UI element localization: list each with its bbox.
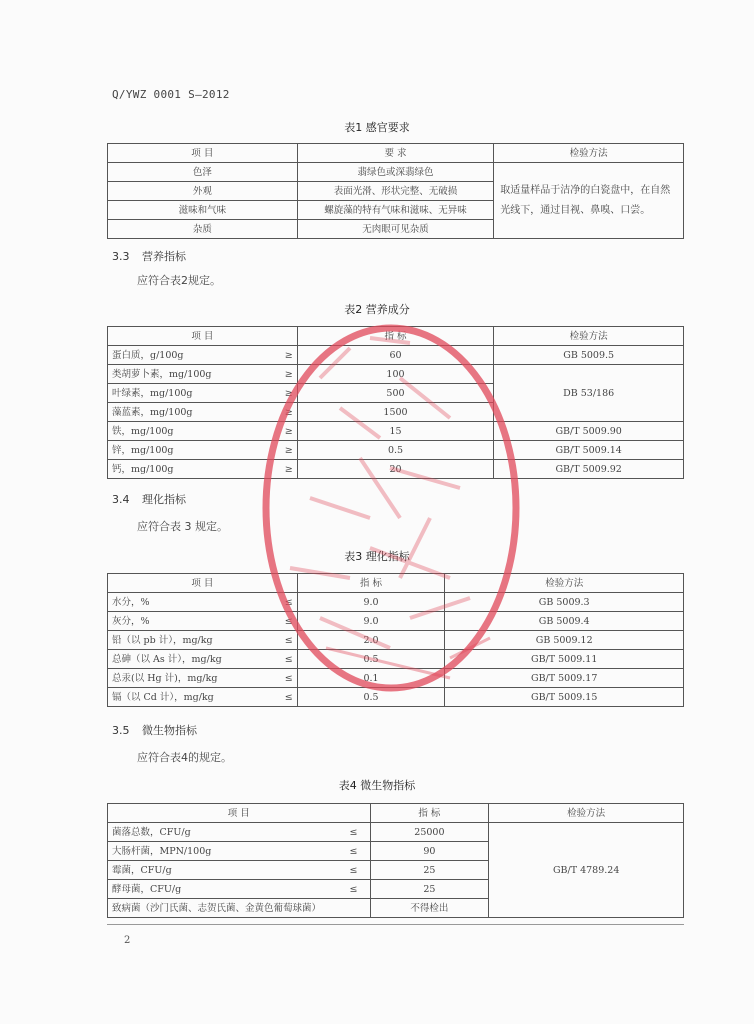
- method-cell: GB/T 5009.92: [494, 460, 684, 479]
- table2-caption: 表2 营养成分: [344, 303, 410, 316]
- method-cell: GB/T 4789.24: [489, 823, 684, 918]
- operator: ≥: [284, 349, 293, 361]
- table-row: [108, 365, 684, 384]
- item-label: 酵母菌，CFU/g: [112, 883, 182, 895]
- method-cell: GB 5009.5: [494, 346, 684, 365]
- requirement-cell: 螺旋藻的特有气味和滋味、无异味: [297, 201, 494, 220]
- table-header-cell: 项 目: [108, 144, 298, 163]
- item-label: 大肠杆菌，MPN/100g: [112, 845, 212, 857]
- table-header-cell: 项 目: [108, 327, 298, 346]
- method-cell: GB 5009.12: [445, 631, 684, 650]
- table-header-cell: 指 标: [297, 574, 445, 593]
- table-row: [108, 460, 684, 479]
- item-cell: [108, 593, 298, 612]
- operator: ≥: [284, 406, 293, 418]
- table-row: [108, 688, 684, 707]
- operator: ≤: [284, 653, 293, 665]
- section-title: 微生物指标: [142, 724, 197, 737]
- item-cell: [108, 861, 371, 880]
- value-cell: 0.5: [297, 650, 445, 669]
- table-header-cell: 检验方法: [445, 574, 684, 593]
- value-cell: 15: [297, 422, 494, 441]
- item-label: 霉菌，CFU/g: [112, 864, 172, 876]
- section-3-4-text: 应符合表 3 规定。: [137, 520, 228, 533]
- section-title: 理化指标: [142, 493, 186, 506]
- item-cell: 滋味和气味: [108, 201, 298, 220]
- item-label: 灰分，%: [112, 615, 150, 627]
- method-cell: GB 5009.4: [445, 612, 684, 631]
- table3-physicochemical: [107, 573, 684, 707]
- table-row: [108, 422, 684, 441]
- value-cell: 500: [297, 384, 494, 403]
- value-cell: 20: [297, 460, 494, 479]
- item-label: 叶绿素，mg/100g: [112, 387, 193, 399]
- operator: ≥: [284, 387, 293, 399]
- operator: ≥: [284, 444, 293, 456]
- section-3-3-title: [112, 248, 186, 264]
- value-cell: 9.0: [297, 593, 445, 612]
- operator: ≥: [284, 425, 293, 437]
- operator: ≥: [284, 368, 293, 380]
- value-cell: 0.5: [297, 441, 494, 460]
- item-cell: [108, 612, 298, 631]
- table-header-row: [108, 574, 684, 593]
- section-number: 3.4: [112, 493, 130, 506]
- item-cell: [108, 842, 371, 861]
- item-cell: [108, 441, 298, 460]
- operator: ≤: [284, 691, 293, 703]
- item-label: 致病菌（沙门氏菌、志贺氏菌、金黄色葡萄球菌）: [112, 902, 322, 914]
- table-header-cell: 检验方法: [494, 327, 684, 346]
- item-cell: [108, 365, 298, 384]
- operator: ≤: [284, 615, 293, 627]
- value-cell: 25: [370, 861, 489, 880]
- value-cell: 25: [370, 880, 489, 899]
- value-cell: 9.0: [297, 612, 445, 631]
- method-cell: GB/T 5009.15: [445, 688, 684, 707]
- operator: ≤: [284, 634, 293, 646]
- item-cell: [108, 384, 298, 403]
- item-label: 铅（以 pb 计），mg/kg: [112, 634, 213, 646]
- standard-code: Q/YWZ 0001 S—2012: [112, 88, 230, 101]
- item-label: 总砷（以 As 计），mg/kg: [112, 653, 222, 665]
- item-label: 类胡萝卜素，mg/100g: [112, 368, 212, 380]
- section-number: 3.3: [112, 250, 130, 263]
- table-row: [108, 163, 684, 182]
- table3-caption: 表3 理化指标: [344, 550, 410, 563]
- method-cell: 取适量样品于洁净的白瓷盘中，在自然光线下，通过目视、鼻嗅、口尝。: [494, 163, 684, 239]
- item-cell: [108, 688, 298, 707]
- item-label: 菌落总数，CFU/g: [112, 826, 191, 838]
- section-title: 营养指标: [142, 250, 186, 263]
- value-cell: 25000: [370, 823, 489, 842]
- item-label: 总汞(以 Hg 计)，mg/kg: [112, 672, 218, 684]
- item-label: 铁，mg/100g: [112, 425, 174, 437]
- item-label: 钙，mg/100g: [112, 463, 174, 475]
- requirement-cell: 表面光滑、形状完整、无破损: [297, 182, 494, 201]
- section-3-4-title: [112, 491, 186, 507]
- value-cell: 不得检出: [370, 899, 489, 918]
- item-label: 锌，mg/100g: [112, 444, 174, 456]
- table-row: [108, 823, 684, 842]
- operator: ≤: [284, 596, 293, 608]
- table-header-cell: 检验方法: [489, 804, 684, 823]
- table-header-cell: 检验方法: [494, 144, 684, 163]
- section-number: 3.5: [112, 724, 130, 737]
- item-cell: [108, 880, 371, 899]
- table-row: [108, 593, 684, 612]
- operator: ≤: [349, 826, 358, 838]
- method-cell: GB/T 5009.14: [494, 441, 684, 460]
- value-cell: 100: [297, 365, 494, 384]
- table-header-cell: 要 求: [297, 144, 494, 163]
- operator: ≤: [349, 883, 358, 895]
- item-label: 蛋白质，g/100g: [112, 349, 184, 361]
- table-row: [108, 441, 684, 460]
- method-cell: GB/T 5009.11: [445, 650, 684, 669]
- item-cell: [108, 422, 298, 441]
- operator: ≤: [349, 845, 358, 857]
- requirement-cell: 翡绿色或深翡绿色: [297, 163, 494, 182]
- value-cell: 1500: [297, 403, 494, 422]
- method-cell: GB/T 5009.17: [445, 669, 684, 688]
- table4-caption: 表4 微生物指标: [338, 779, 416, 792]
- method-cell: GB 5009.3: [445, 593, 684, 612]
- section-3-5-text: 应符合表4的规定。: [137, 751, 232, 764]
- item-cell: [108, 650, 298, 669]
- table-header-cell: 项 目: [108, 574, 298, 593]
- item-cell: [108, 346, 298, 365]
- operator: ≥: [284, 463, 293, 475]
- table-header-row: [108, 144, 684, 163]
- item-label: 藻蓝素，mg/100g: [112, 406, 193, 418]
- requirement-cell: 无肉眼可见杂质: [297, 220, 494, 239]
- table-row: [108, 346, 684, 365]
- section-3-5-title: [112, 722, 197, 738]
- table-row: [108, 631, 684, 650]
- value-cell: 0.1: [297, 669, 445, 688]
- operator: ≤: [349, 864, 358, 876]
- value-cell: 0.5: [297, 688, 445, 707]
- table-header-cell: 指 标: [370, 804, 489, 823]
- method-cell: GB/T 5009.90: [494, 422, 684, 441]
- item-cell: [108, 823, 371, 842]
- table-header-row: [108, 804, 684, 823]
- page-number: 2: [124, 935, 131, 946]
- value-cell: 2.0: [297, 631, 445, 650]
- item-cell: [108, 631, 298, 650]
- item-label: 水分，%: [112, 596, 150, 608]
- item-cell: [108, 460, 298, 479]
- item-cell: [108, 403, 298, 422]
- table-row: [108, 669, 684, 688]
- item-cell: 外观: [108, 182, 298, 201]
- table-row: [108, 650, 684, 669]
- item-cell: [108, 669, 298, 688]
- table-header-cell: 项 目: [108, 804, 371, 823]
- table2-nutrition: [107, 326, 684, 479]
- section-3-3-text: 应符合表2规定。: [137, 274, 221, 287]
- operator: ≤: [284, 672, 293, 684]
- method-cell: DB 53/186: [494, 365, 684, 422]
- item-cell: 色泽: [108, 163, 298, 182]
- table-row: [108, 612, 684, 631]
- table-header-cell: 指 标: [297, 327, 494, 346]
- table1-caption: 表1 感官要求: [344, 121, 410, 134]
- table-header-row: [108, 327, 684, 346]
- table1-sensory: [107, 143, 684, 239]
- item-cell: 杂质: [108, 220, 298, 239]
- table4-microbial: [107, 803, 684, 918]
- value-cell: 90: [370, 842, 489, 861]
- item-cell: [108, 899, 371, 918]
- item-label: 镉（以 Cd 计），mg/kg: [112, 691, 214, 703]
- value-cell: 60: [297, 346, 494, 365]
- footer-divider: [107, 924, 684, 925]
